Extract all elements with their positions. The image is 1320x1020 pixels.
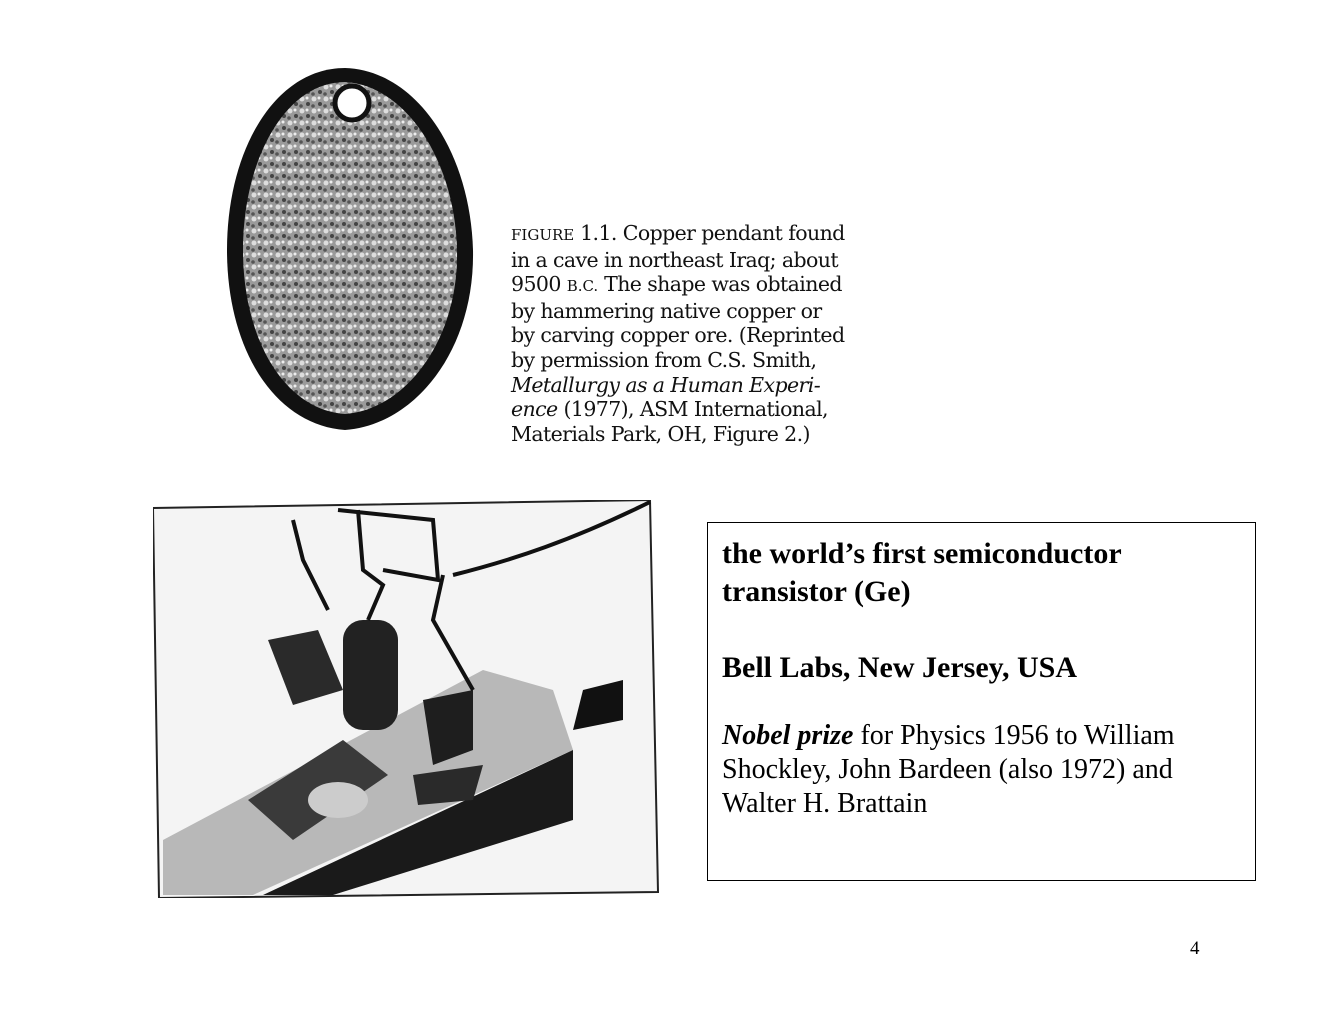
caption-line: by hammering native copper or: [511, 298, 822, 323]
heading-line: the world’s first semiconductor: [722, 537, 1122, 570]
caption-line: 9500 B.C. The shape was obtained: [511, 272, 842, 297]
caption-line: Metallurgy as a Human Experi-: [511, 372, 821, 397]
nobel-detail: for Physics 1956 to William Shockley, John Bardeen (also 1972) and Walter H. Brattain: [722, 720, 1175, 819]
heading: [722, 535, 1241, 611]
caption-line: by carving copper ore. (Reprinted: [511, 323, 845, 348]
caption-line: ence (1977), ASM International,: [511, 397, 828, 422]
caption-line: Materials Park, OH, Figure 2.): [511, 421, 810, 446]
copper-pendant-photo: [215, 60, 485, 440]
caption-line: by permission from C.S. Smith,: [511, 347, 817, 372]
transistor-info-box: [707, 522, 1256, 881]
transistor-photo: [153, 500, 659, 898]
page-number: 4: [1190, 938, 1200, 959]
caption-line: FIGURE 1.1. Copper pendant found: [511, 221, 845, 245]
caption-line: in a cave in northeast Iraq; about: [511, 247, 839, 272]
figure-caption: [511, 221, 845, 446]
nobel-text: [722, 719, 1241, 821]
heading-line: transistor (Ge): [722, 575, 911, 608]
location: Bell Labs, New Jersey, USA: [722, 651, 1077, 684]
nobel-emphasis: Nobel prize: [722, 720, 854, 751]
